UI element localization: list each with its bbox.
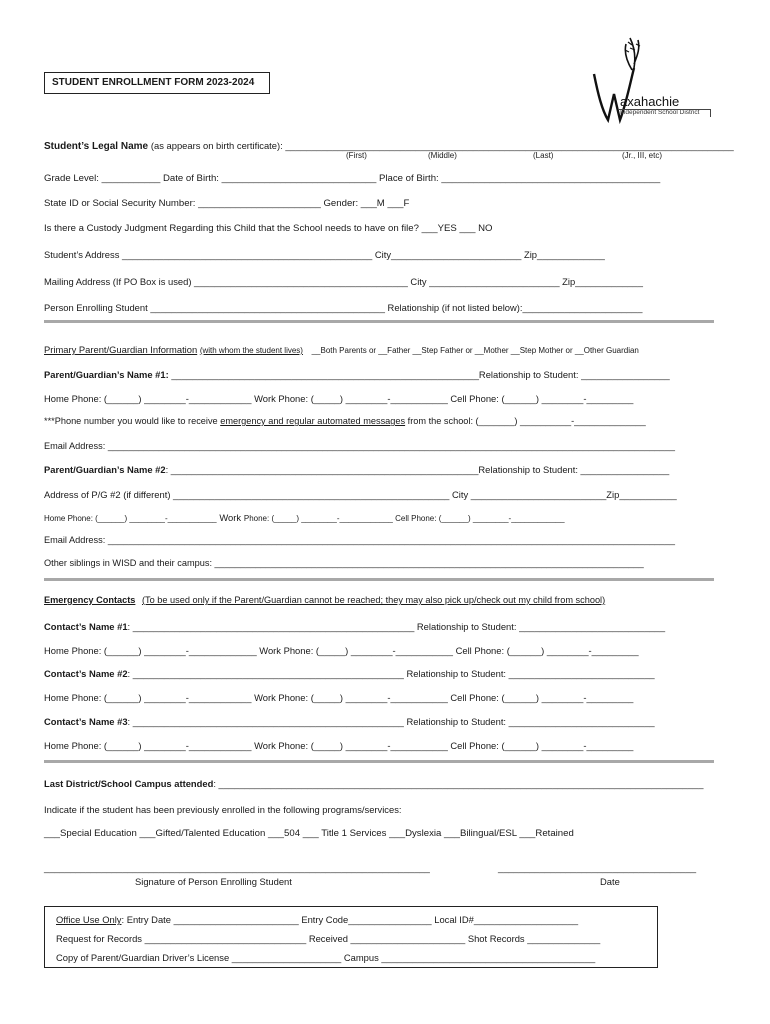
office-row-3[interactable]: Copy of Parent/Guardian Driver’s License _____________________ Campus _________________________________________ [56, 952, 596, 963]
guardian2-name-field[interactable]: : ___________________________________________________________Relationship to Student: _________________ [165, 464, 670, 475]
office-use-label: Office Use Only [56, 914, 122, 925]
person-enrolling-row[interactable]: Person Enrolling Student _____________________________________________ Relationship (if not listed below):_______________________ [44, 302, 643, 313]
contact1-name-label: Contact’s Name #1 [44, 621, 128, 632]
guardian1-phones-row[interactable]: Home Phone: (______) ________-____________ Work Phone: (_____) ________-___________ Cell Phone: (______) ________-_________ [44, 393, 634, 404]
grade-dob-pob-row[interactable]: Grade Level: ___________ Date of Birth: _____________________________ Place of Birth: _________________________________________ [44, 173, 661, 184]
guardian2-work-cell-phones[interactable]: Phone: (_____) ________-____________ Cell Phone: (______) ________-____________ [243, 514, 565, 523]
programs-checklist[interactable]: ___Special Education ___Gifted/Talented Education ___504 ___ Title 1 Services ___Dyslexia ___Bilingual/ESL ___Retained [44, 828, 574, 839]
guardian2-name-row[interactable] [44, 464, 669, 475]
signature-field[interactable]: __________________________________________________________________________ [44, 862, 430, 873]
section-divider [44, 578, 714, 581]
district-logo [590, 34, 720, 124]
contact2-phones-row[interactable]: Home Phone: (______) ________-____________ Work Phone: (_____) ________-___________ Cell Phone: (______) ________-_________ [44, 692, 634, 703]
date-label: Date [600, 876, 620, 887]
contact1-phones-row[interactable]: Home Phone: (______) ________-_____________ Work Phone: (_____) ________-___________ Cell Phone: (______) ________-_________ [44, 645, 639, 656]
office-row-1[interactable] [56, 914, 578, 925]
siblings-row[interactable]: Other siblings in WISD and their campus: ____________________________________________________________________________________ [44, 558, 644, 568]
automated-messages-prefix: ***Phone number you would like to receive [44, 416, 221, 426]
contact2-name-field[interactable]: : ____________________________________________________ Relationship to Student: ____________________________ [127, 668, 655, 679]
automated-messages-row[interactable] [44, 416, 646, 426]
guardian2-name-label: Parent/Guardian’s Name #2 [44, 464, 166, 475]
contact1-name-field[interactable]: : ______________________________________________________ Relationship to Student: ____________________________ [127, 621, 666, 632]
section-divider [44, 760, 714, 763]
guardian2-email-row[interactable]: Email Address: _______________________________________________________________________________________________________________ [44, 535, 675, 545]
name-part-first: (First) [346, 151, 367, 160]
programs-prompt: Indicate if the student has been previously enrolled in the following programs/services: [44, 804, 402, 815]
guardian-section-header[interactable] [44, 344, 639, 355]
office-entry-fields[interactable]: : Entry Date ________________________ Entry Code________________ Local ID#____________________ [121, 914, 579, 925]
signature-label: Signature of Person Enrolling Student [135, 876, 292, 887]
last-campus-label: Last District/School Campus attended [44, 778, 214, 789]
logo-name: axahachie [620, 94, 680, 109]
guardian-section-label: Primary Parent/Guardian Information [44, 344, 198, 355]
student-legal-name-field[interactable]: (as appears on birth certificate): ______________________________________________________________________________________ [150, 140, 734, 151]
mailing-address-row[interactable]: Mailing Address (If PO Box is used) _________________________________________ City _________________________ Zip_____________ [44, 276, 643, 287]
contact3-name-field[interactable]: : ____________________________________________________ Relationship to Student: ____________________________ [127, 716, 655, 727]
guardian2-work-label: Work [219, 512, 242, 523]
emergency-section-header [44, 595, 605, 605]
guardian2-home-phone[interactable]: Home Phone: (______) ________-___________ [44, 514, 217, 523]
guardian1-name-row[interactable] [44, 369, 670, 380]
contact3-name-label: Contact’s Name #3 [44, 716, 128, 727]
name-part-middle: (Middle) [428, 151, 457, 160]
guardian2-address-row[interactable]: Address of P/G #2 (if different) _____________________________________________________ City __________________________Zip___________ [44, 489, 677, 500]
automated-messages-emphasis: emergency and regular automated messages [220, 416, 406, 426]
contact2-name-label: Contact’s Name #2 [44, 668, 128, 679]
last-campus-field[interactable]: : _____________________________________________________________________________________________ [213, 778, 704, 789]
guardian1-email-row[interactable]: Email Address: _______________________________________________________________________________________________________________ [44, 441, 675, 451]
section-divider [44, 320, 714, 323]
contact3-phones-row[interactable]: Home Phone: (______) ________-____________ Work Phone: (_____) ________-___________ Cell Phone: (______) ________-_________ [44, 740, 634, 751]
custody-judgment-row[interactable]: Is there a Custody Judgment Regarding this Child that the School needs to have on file? ___YES ___ NO [44, 223, 493, 234]
guardian-section-hint: (with whom the student lives) [199, 346, 303, 355]
name-part-suffix: (Jr., III, etc) [622, 151, 663, 160]
student-legal-name-label: Student’s Legal Name [44, 141, 149, 152]
name-part-last: (Last) [533, 151, 554, 160]
contact3-name-row[interactable] [44, 716, 655, 727]
student-address-row[interactable]: Student’s Address ________________________________________________ City_________________________ Zip_____________ [44, 249, 605, 260]
guardian1-name-field[interactable]: ___________________________________________________________Relationship to Student: _________________ [171, 369, 670, 380]
guardian2-phones-row[interactable] [44, 512, 565, 524]
form-title: STUDENT ENROLLMENT FORM 2023-2024 [44, 72, 270, 94]
contact2-name-row[interactable] [44, 668, 655, 679]
emergency-section-label: Emergency Contacts [44, 595, 136, 605]
contact1-name-row[interactable] [44, 621, 665, 632]
office-row-2[interactable]: Request for Records _______________________________ Received ______________________ Shot Records ______________ [56, 933, 601, 944]
last-campus-row[interactable] [44, 778, 703, 789]
guardian1-name-label: Parent/Guardian’s Name #1: [44, 369, 169, 380]
logo-subtitle: Independent School District [620, 109, 700, 116]
automated-messages-phone-field[interactable]: from the school: (_______) __________-______________ [405, 416, 646, 426]
emergency-section-hint: (To be used only if the Parent/Guardian cannot be reached; they may also pick up/check out my child from school) [141, 595, 606, 605]
guardian-type-options[interactable]: __Both Parents or __Father __Step Father or __Mother __Step Mother or __Other Guardian [311, 346, 639, 355]
date-field[interactable]: ______________________________________ [498, 862, 697, 873]
state-id-gender-row[interactable]: State ID or Social Security Number: _______________________ Gender: ___M ___F [44, 198, 410, 209]
